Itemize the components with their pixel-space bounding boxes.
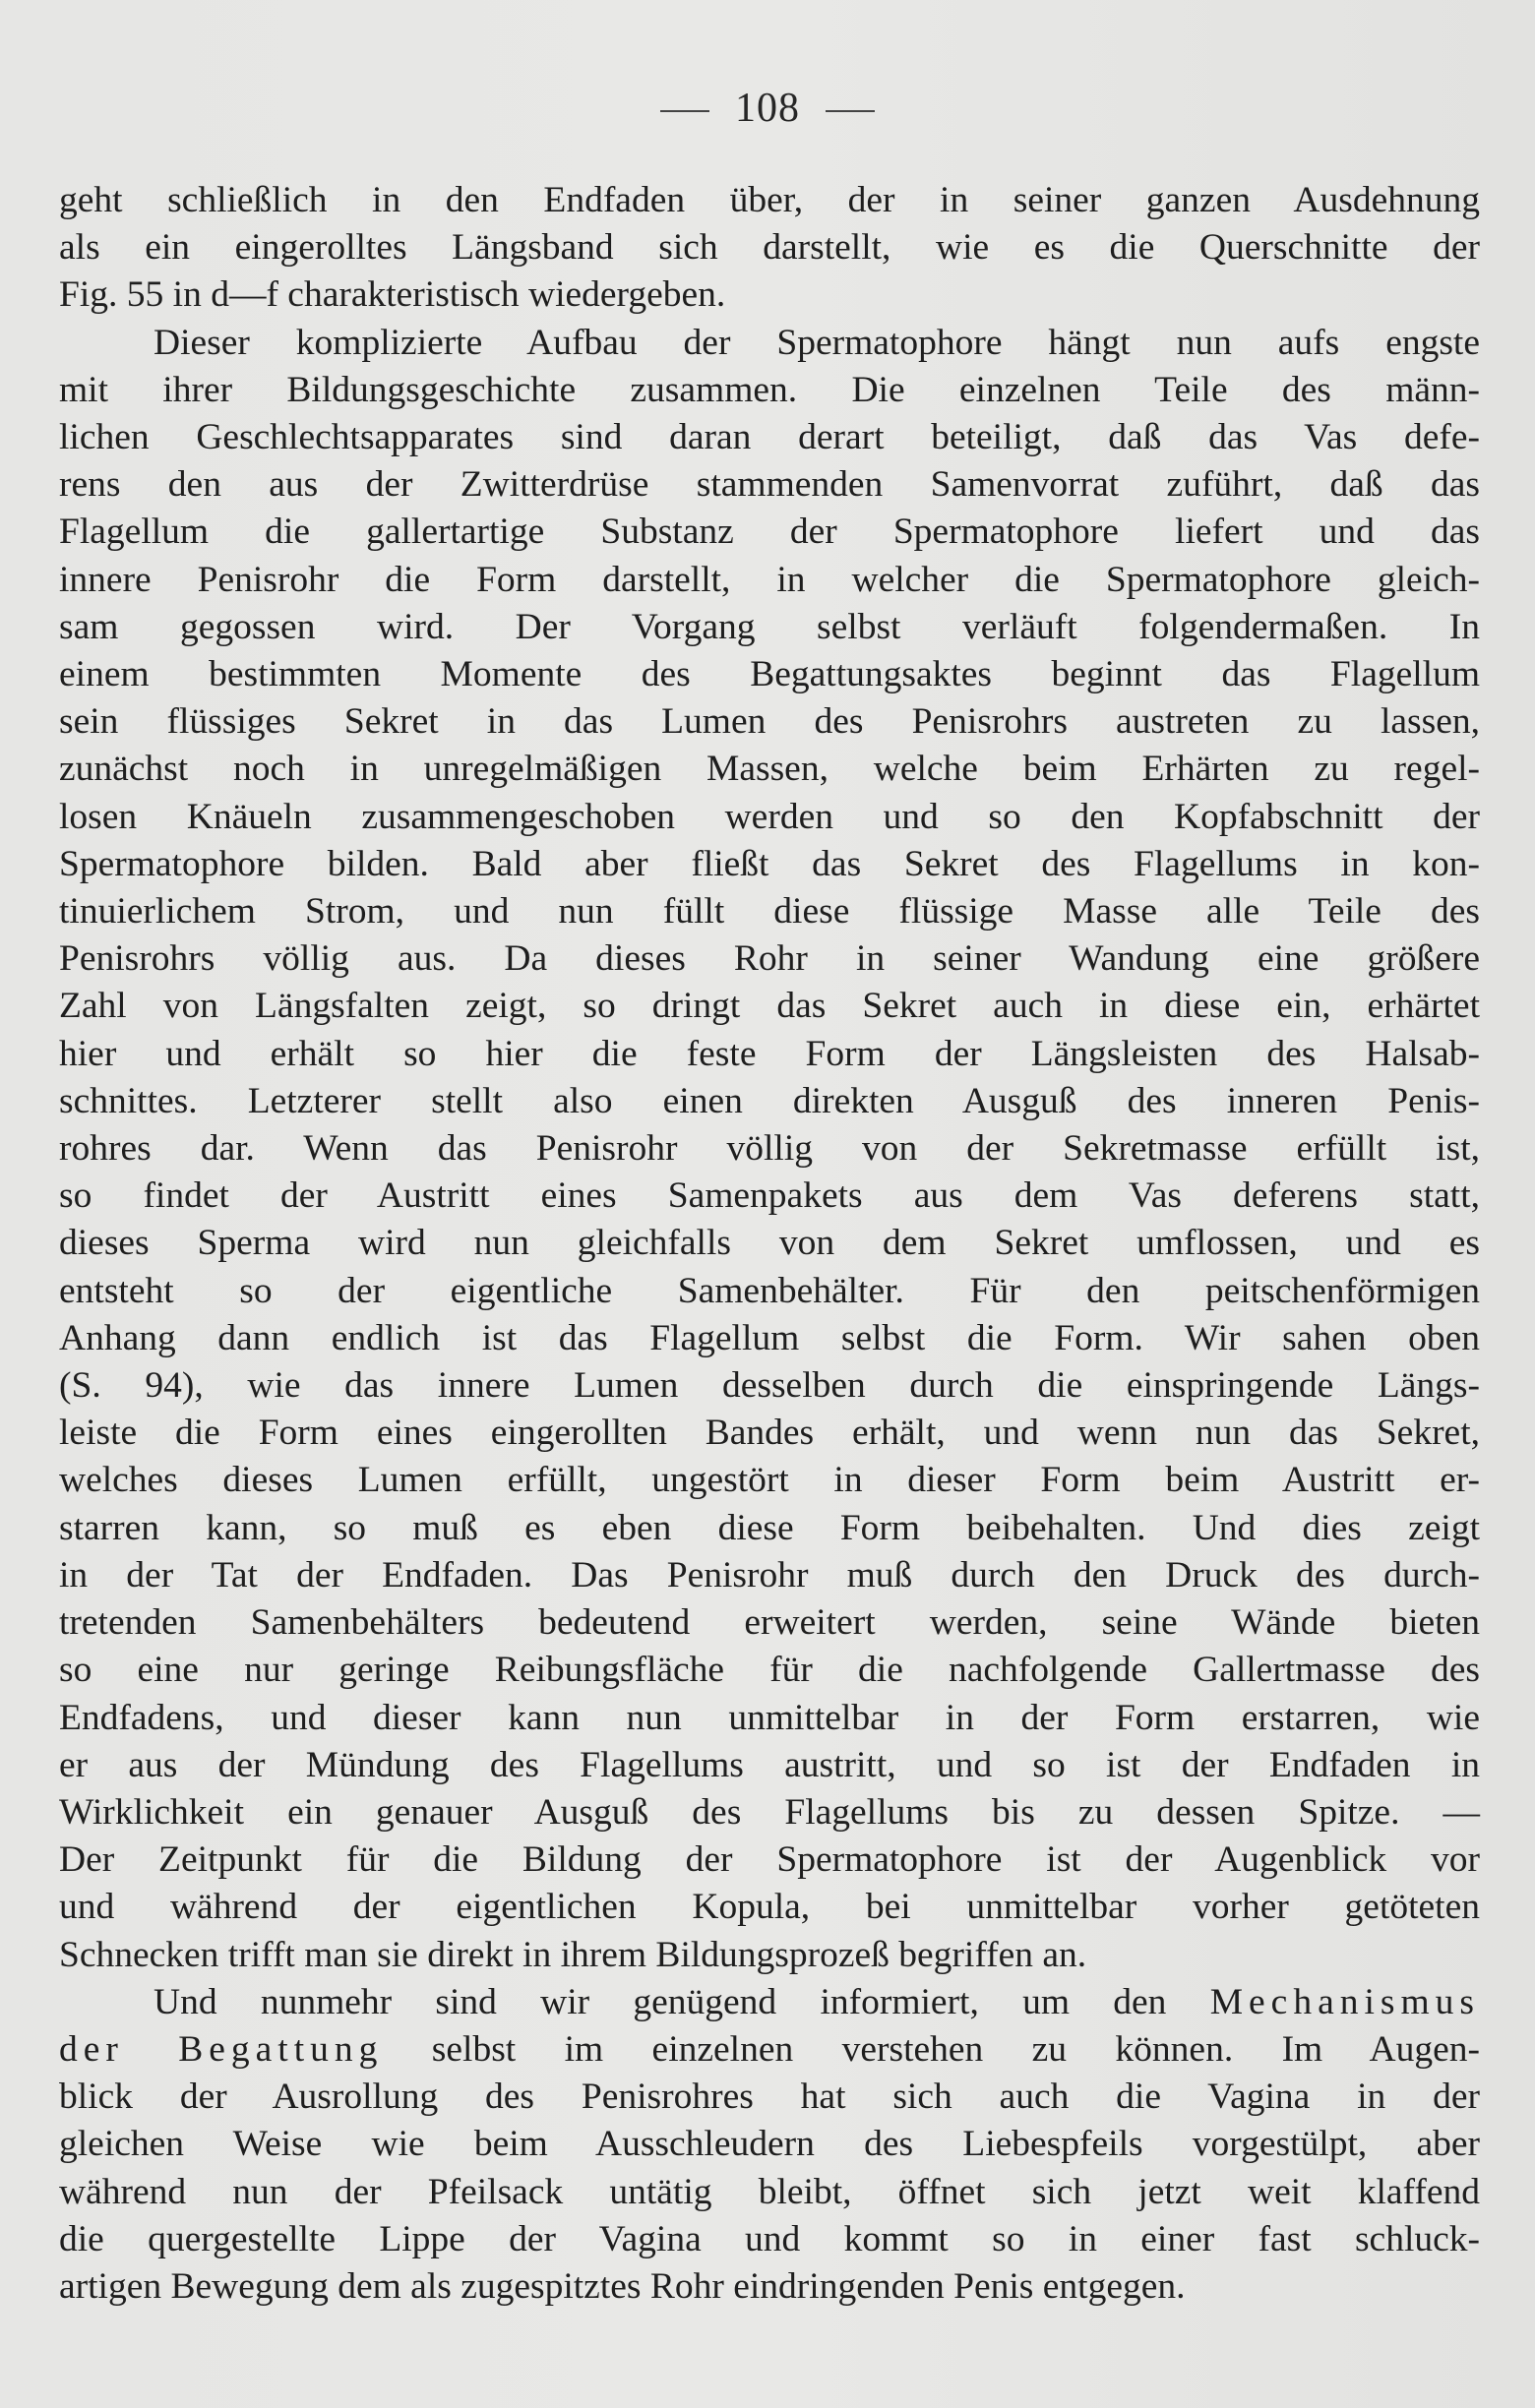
text-line: während nun der Pfeilsack untätig bleibt, öffnet sich jetzt weit klaffend (59, 2171, 1480, 2212)
text-line: so findet der Austritt eines Samenpakets aus dem Vas deferens statt, (59, 1175, 1480, 1217)
body-text (59, 177, 1480, 2311)
text-line: die quergestellte Lippe der Vagina und kommt so in einer fast schluck- (59, 2218, 1480, 2259)
text-line: geht schließlich in den Endfaden über, der in seiner ganzen Ausdehnung (59, 180, 1480, 220)
text-line: so eine nur geringe Reibungsfläche für die nachfolgende Gallertmasse des (59, 1650, 1480, 1691)
text-line: hier und erhält so hier die feste Form der Längsleisten des Halsab- (59, 1033, 1480, 1074)
text-line: Fig. 55 in d—f charakteristisch wiedergeben. (59, 274, 726, 316)
text-line: lichen Geschlechtsapparates sind daran derart beteiligt, daß das Vas defe- (59, 417, 1480, 458)
text-line: Penisrohrs völlig aus. Da dieses Rohr in seiner Wandung eine größere (59, 938, 1480, 980)
text-line: innere Penisrohr die Form darstellt, in welcher die Spermatophore gleich- (59, 559, 1480, 600)
text-line: in der Tat der Endfaden. Das Penisrohr muß durch den Druck des durch- (59, 1554, 1480, 1595)
text-line: tretenden Samenbehälters bedeutend erweitert werden, seine Wände bieten (59, 1602, 1480, 1644)
text-line: rohres dar. Wenn das Penisrohr völlig von der Sekretmasse erfüllt ist, (59, 1128, 1480, 1170)
text-line (59, 2026, 1480, 2074)
page-number-value: 108 (735, 86, 800, 131)
text-line: mit ihrer Bildungsgeschichte zusammen. Die einzelnen Teile des männ- (59, 369, 1480, 410)
text-line: Wirklichkeit ein genauer Ausguß des Flagellums bis zu dessen Spitze. — (59, 1791, 1480, 1833)
para2-start: Und nunmehr sind wir genügend informiert, um den (154, 1981, 1167, 2022)
text-line: Zahl von Längsfalten zeigt, so dringt das Sekret auch in diese ein, erhärtet (59, 986, 1480, 1027)
text-line: einem bestimmten Momente des Begattungsaktes beginnt das Flagellum (59, 654, 1480, 695)
text-line: (S. 94), wie das innere Lumen desselben durch die einspringende Längs- (59, 1365, 1480, 1407)
text-line: Endfadens, und dieser kann nun unmittelbar in der Form erstarren, wie (59, 1697, 1480, 1738)
text-line: Dieser komplizierte Aufbau der Spermatophore hängt nun aufs engste (154, 322, 1480, 363)
text-line: blick der Ausrollung des Penisrohres hat sich auch die Vagina in der (59, 2077, 1480, 2118)
dash-left (660, 110, 709, 112)
text-line: leiste die Form eines eingerollten Bandes erhält, und wenn nun das Sekret, (59, 1413, 1480, 1454)
page-number (0, 85, 1535, 132)
text-line: Anhang dann endlich ist das Flagellum selbst die Form. Wir sahen oben (59, 1317, 1480, 1358)
text-line: losen Knäueln zusammengeschoben werden und so den Kopfabschnitt der (59, 796, 1480, 837)
text-line: sein flüssiges Sekret in das Lumen des Penisrohrs austreten zu lassen, (59, 701, 1480, 743)
text-line: rens den aus der Zwitterdrüse stammenden Samenvorrat zuführt, daß das (59, 464, 1480, 506)
text-line (59, 1979, 1480, 2026)
text-line: zunächst noch in unregelmäßigen Massen, welche beim Erhärten zu regel- (59, 749, 1480, 790)
text-line: als ein eingerolltes Längsband sich darstellt, wie es die Querschnitte der (59, 227, 1480, 269)
text-line: Spermatophore bilden. Bald aber fließt das Sekret des Flagellums in kon- (59, 843, 1480, 884)
text-line: artigen Bewegung dem als zugespitztes Rohr eindringenden Penis entgegen. (59, 2265, 1186, 2307)
text-line: Der Zeitpunkt für die Bildung der Spermatophore ist der Augenblick vor (59, 1839, 1480, 1881)
text-line: sam gegossen wird. Der Vorgang selbst verläuft folgendermaßen. In (59, 606, 1480, 647)
text-line: tinuierlichem Strom, und nun füllt diese flüssige Masse alle Teile des (59, 891, 1480, 933)
text-line: schnittes. Letzterer stellt also einen direkten Ausguß des inneren Penis- (59, 1080, 1480, 1121)
emphasis-der-begattung: der Begattung (59, 2028, 384, 2070)
text-line: welches dieses Lumen erfüllt, ungestört in dieser Form beim Austritt er- (59, 1460, 1480, 1501)
text-line: und während der eigentlichen Kopula, bei unmittelbar vorher getöteten (59, 1887, 1480, 1928)
text-line: er aus der Mündung des Flagellums austritt, und so ist der Endfaden in (59, 1744, 1480, 1785)
text-line: starren kann, so muß es eben diese Form beibehalten. Und dies zeigt (59, 1507, 1480, 1548)
text-line: Flagellum die gallertartige Substanz der Spermatophore liefert und das (59, 512, 1480, 553)
text-line: gleichen Weise wie beim Ausschleudern des Liebespfeils vorgestülpt, aber (59, 2124, 1480, 2165)
text-line: dieses Sperma wird nun gleichfalls von dem Sekret umflossen, und es (59, 1223, 1480, 1264)
line-continuation: selbst im einzelnen verstehen zu können. Im Augen- (431, 2028, 1481, 2070)
emphasis-mechanismus: Mechanismus (1209, 1981, 1480, 2022)
text-line: entsteht so der eigentliche Samenbehälter. Für den peitschenförmigen (59, 1270, 1480, 1311)
text-line: Schnecken trifft man sie direkt in ihrem Bildungsprozeß begriffen an. (59, 1934, 1087, 1975)
dash-right (826, 110, 875, 112)
